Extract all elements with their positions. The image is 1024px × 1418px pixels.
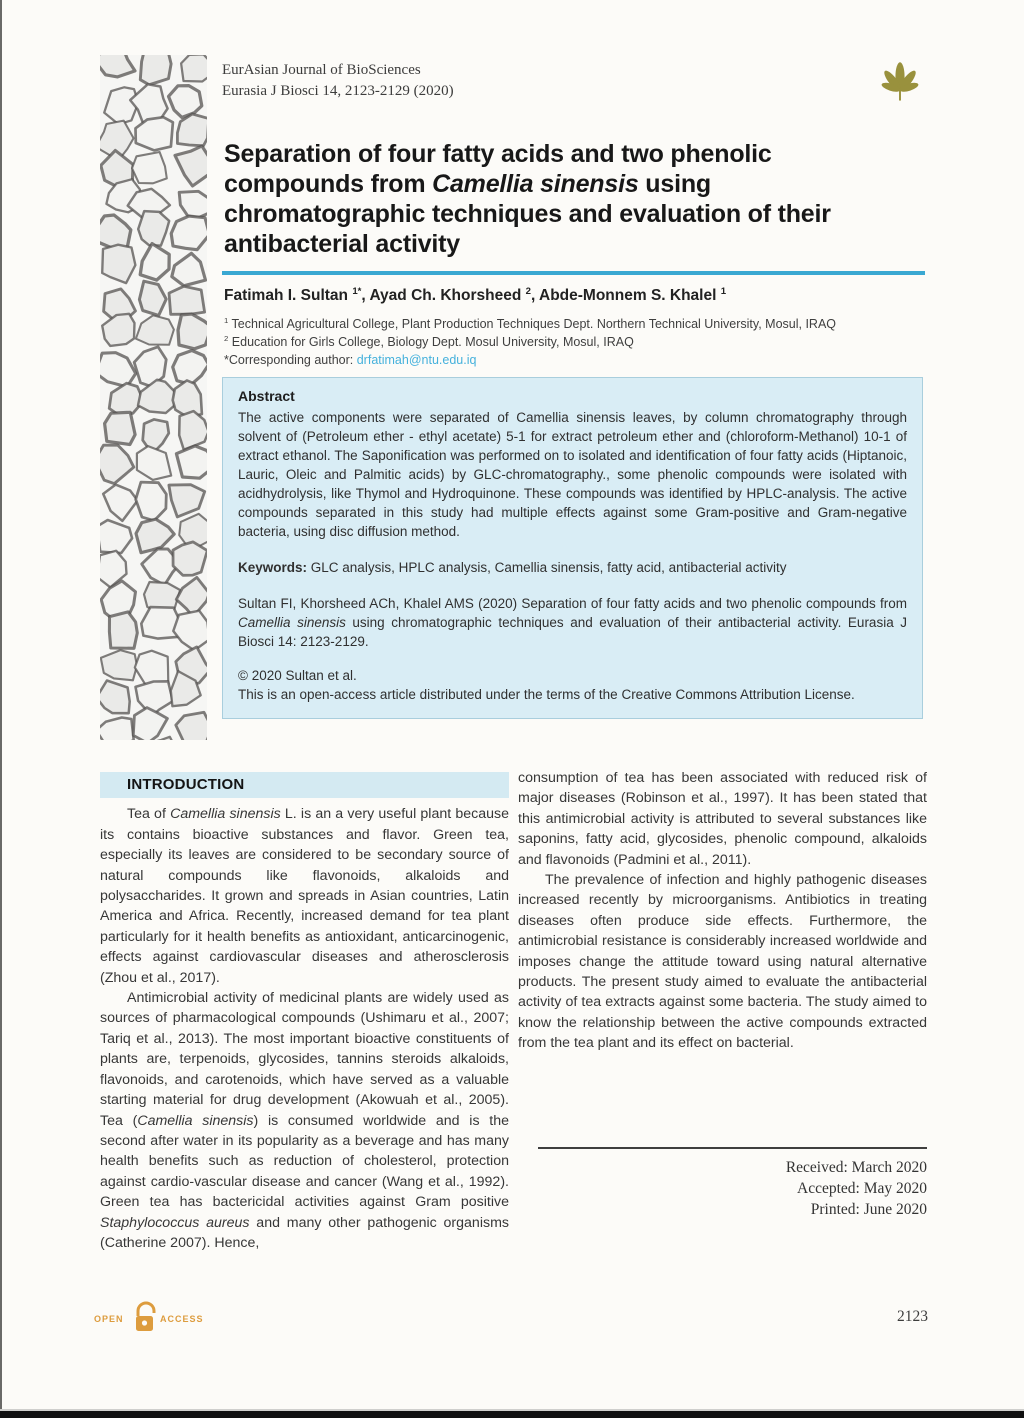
journal-name: EurAsian Journal of BioSciences xyxy=(222,62,421,78)
citation xyxy=(238,594,907,651)
copyright-line: © 2020 Sultan et al. xyxy=(238,668,357,683)
license-line: This is an open-access article distributed under the terms of the Creative Commons Attribution License. xyxy=(238,687,855,702)
author-2-affiliation-mark: 2 xyxy=(525,285,531,297)
intro-paragraph-3: consumption of tea has been associated with reduced risk of major diseases (Robinson et al., 1997). It has been stated that this antimicrobial activity is attributed to several substances like saponins, fatty acid, glycosides, phenolic compound, alkaloids and flavonoids (Padmini et al., 2011). xyxy=(518,770,927,868)
keywords-line xyxy=(238,558,907,577)
affiliation-1-mark: 1 xyxy=(224,315,229,325)
affiliation-1-text: Technical Agricultural College, Plant Production Techniques Dept. Northern Technical University, Mosul, IRAQ xyxy=(228,317,837,331)
received-date: Received: March 2020 xyxy=(785,1158,927,1176)
author-1: Fatimah I. Sultan xyxy=(224,287,353,304)
author-3: , Abde-Monnem S. Khalel xyxy=(530,287,721,304)
page-left-edge xyxy=(0,0,2,1418)
affiliations-block xyxy=(224,315,836,369)
abstract-box xyxy=(222,377,923,719)
page-number: 2123 xyxy=(897,1308,928,1325)
intro-p2-part1: Antimicrobial activity of medicinal plants are widely used as sources of pharmacological compounds (Ushimaru et al., 2007; Tariq et al., 2013). The most important bioactive constituents of plants are, terpenoids, glycosides, tannins steroids alkaloids, flavonoids, and carotenoids, which have served as a valuable starting material for drug development (Akowuah et al., 2005). Tea ( xyxy=(100,990,509,1129)
introduction-heading-band xyxy=(100,772,509,798)
intro-paragraph-2 xyxy=(100,988,509,1253)
intro-paragraph-1 xyxy=(100,804,509,988)
abstract-heading: Abstract xyxy=(238,388,295,404)
right-column xyxy=(518,768,927,1220)
intro-p2-bacteria-italic: Staphylococcus aureus xyxy=(100,1214,250,1231)
open-access-text-left: OPEN xyxy=(94,1314,124,1324)
leaf-cell-texture-image xyxy=(100,55,207,740)
title-part2: using chromatographic techniques and evaluation of their antibacterial activity xyxy=(224,170,831,258)
citation-species-italic: Camellia sinensis xyxy=(238,615,346,630)
journal-leaf-icon xyxy=(872,55,928,115)
author-2: , Ayad Ch. Khorsheed xyxy=(361,287,526,304)
keywords-text: GLC analysis, HPLC analysis, Camellia sinensis, fatty acid, antibacterial activity xyxy=(307,560,787,575)
citation-part1: Sultan FI, Khorsheed ACh, Khalel AMS (2020) Separation of four fatty acids and two phenolic compounds from xyxy=(238,596,907,611)
corresponding-author-line xyxy=(224,351,836,369)
left-column xyxy=(100,772,509,1253)
intro-p2-species-italic: Camellia sinensis xyxy=(137,1112,254,1129)
authors-line xyxy=(224,287,726,305)
intro-p2-part2: ) is consumed worldwide and is the second after water in its popularity as a beverage and has many health benefits such as reduction of cholesterol, protection against cardio-vascular disease and cancer (Wang et al., 1992). Green tea has bactericidal activities against Gram positive xyxy=(100,1112,509,1211)
corresponding-author-email-link[interactable]: drfatimah@ntu.edu.iq xyxy=(356,353,477,367)
intro-p1-species-italic: Camellia sinensis xyxy=(170,806,281,823)
citation-part2: using chromatographic techniques and evaluation of their antibacterial activity. Eurasia J Biosci 14: 2123-2129. xyxy=(238,615,908,649)
intro-p2-part3: and many other pathogenic organisms (Catherine 2007). Hence, xyxy=(100,1214,509,1251)
journal-reference: Eurasia J Biosci 14, 2123-2129 (2020) xyxy=(222,83,454,99)
affiliation-2-text: Education for Girls College, Biology Dept. Mosul University, Mosul, IRAQ xyxy=(228,335,634,349)
keywords-label: Keywords: xyxy=(238,560,308,575)
open-access-logo xyxy=(94,1300,224,1340)
author-1-affiliation-mark: 1* xyxy=(352,285,362,297)
open-access-text-right: ACCESS xyxy=(160,1314,204,1324)
accepted-date: Accepted: May 2020 xyxy=(797,1179,927,1197)
abstract-body: The active components were separated of Camellia sinensis leaves, by column chromatography through solvent of (Petroleum ether - ethyl acetate) 5-1 for extract petroleum ether and (chloroform-Methanol) 10-1 of extract ethanol. The Saponification was performed on to isolated and identification of four fatty acids (Hiptanoic, Lauric, Oleic and Palmitic acids) by GLC-chromatography., some phenolic compounds were isolated with acidhydrolysis, like Thymol and Hydroquinone. These compounds was identified by HPLC-analysis. The active compounds separated in this study had multiple effects against some Gram-positive and Gram-negative bacteria, using disc diffusion method. xyxy=(238,410,907,539)
affiliation-2-mark: 2 xyxy=(224,333,229,343)
corresponding-author-label: *Corresponding author: xyxy=(224,353,357,367)
screenshot-bottom-bar xyxy=(0,1409,1024,1418)
affiliation-1 xyxy=(224,315,836,333)
open-lock-icon xyxy=(136,1303,154,1331)
intro-paragraph-4: The prevalence of infection and highly pathogenic diseases increased recently by microorganisms. Antibiotics in treating diseases often produce side effects. Furthermore, the antimicrobial resistance is considerably increased worldwide and imposes change the attitude toward using natural alternative products. The present study aimed to evaluate the antibacterial activity of tea extracts against some bacteria. The study aimed to know the relationship between the active compounds extracted from the tea plant and its effect on bacterial. xyxy=(518,872,927,1052)
intro-p1-part1: Tea of xyxy=(127,806,171,823)
introduction-heading: INTRODUCTION xyxy=(127,776,245,793)
title-accent-rule xyxy=(222,271,925,275)
article-title xyxy=(224,139,869,259)
title-species-italic: Camellia sinensis xyxy=(432,170,639,198)
intro-p1-part2: L. is an a very useful plant because its contains bioactive substances and flavor. Green tea, especially its leaves are considered to be secondary source of natural compounds like flavonoids, alkaloids and polysaccharides. It grown and spreads in Asian countries, Latin America and Africa. Recently, increased demand for tea plant particularly for it health benefits as antioxidant, anticarcinogenic, effects against cardiovascular diseases and atherosclerosis (Zhou et al., 2017). xyxy=(100,806,509,986)
affiliation-2 xyxy=(224,333,836,351)
article-dates-block xyxy=(538,1147,927,1220)
printed-date: Printed: June 2020 xyxy=(810,1200,927,1218)
journal-header xyxy=(222,60,454,102)
author-3-affiliation-mark: 1 xyxy=(720,285,727,297)
title-part1: Separation of four fatty acids and two phenolic compounds from xyxy=(224,140,772,198)
